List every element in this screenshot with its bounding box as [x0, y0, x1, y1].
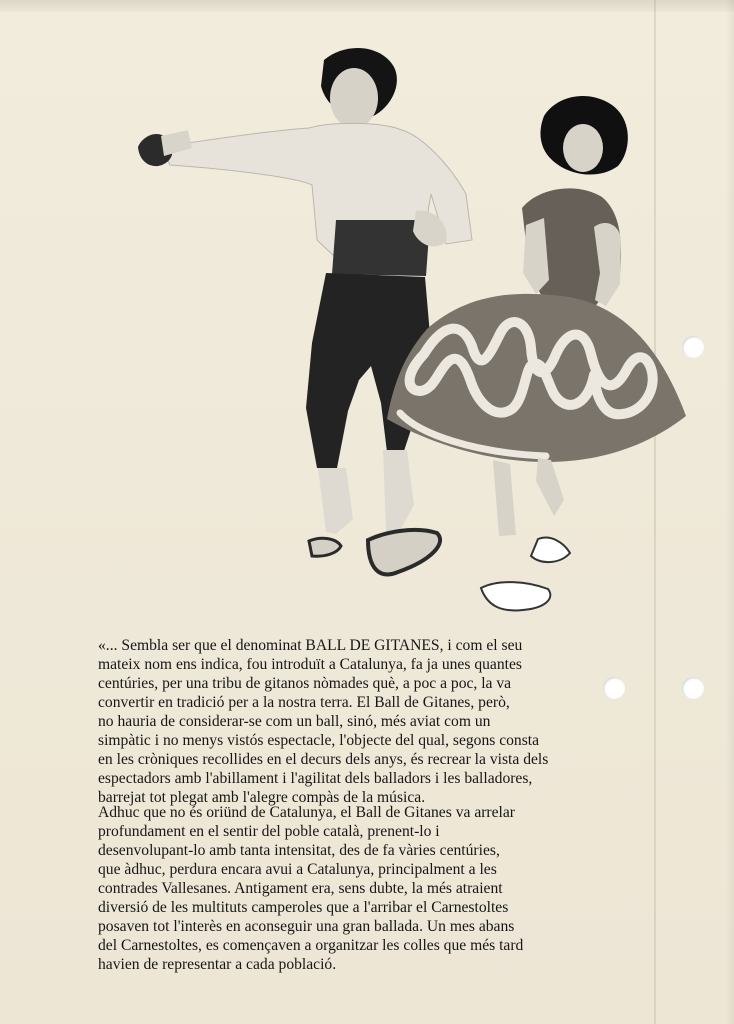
male-shoe-right	[368, 530, 440, 575]
paper-top-fold	[0, 0, 734, 12]
female-face	[563, 124, 603, 172]
binder-hole-icon	[682, 677, 704, 699]
male-face	[330, 68, 378, 128]
male-leg-wrap-right	[383, 450, 414, 534]
male-leg-wrap	[318, 468, 353, 534]
history-paragraph: Adhuc que no és oriünd de Catalunya, el Ball de Gitanes va arrelar profundament en el sentir del poble català, prenent-lo i desenvolupant-lo amb tanta intensitat, des de fa vàries centúries, que àdhuc, perdura encara avui a Catalunya, principalment a les contrades Vallesanes. Antigament era, sens dubte, la més atraient diversió de les multituts camperoles que a l'arribar el Carnestoltes posaven tot l'interès en aconseguir una gran ballada. Un mes abans del Carnestoltes, es començaven a organitzar les colles que més tard havien de representar a cada població.	[98, 804, 524, 973]
female-right-leg	[493, 460, 516, 536]
male-dancer	[138, 48, 472, 574]
female-shoe-left	[531, 538, 570, 562]
male-shoe-left	[309, 538, 341, 556]
paper-edge-shadow	[726, 0, 734, 1024]
female-shoe-right	[481, 582, 550, 610]
dancers-photo	[100, 20, 692, 620]
female-left-leg	[536, 458, 564, 516]
intro-paragraph: «... Sembla ser que el denominat BALL DE GITANES, i com el seu mateix nom ens indica, fou introduït a Catalunya, fa ja unes quantes centúries, per una tribu de gitanos nòmades què, a poc a poc, la va convertir en tradició per a la nostra terra. El Ball de Gitanes, però, no hauria de considerar-se com un ball, sinó, més aviat com un simpàtic i no menys vistós espectacle, l'objecte del qual, segons consta en les cròniques recollides en el decurs dels anys, és recrear la vista dels espectadors amb l'abillament i l'agilitat dels balladors i les balladores, barrejat tot plegat amb l'alegre compàs de la música.	[98, 637, 549, 806]
